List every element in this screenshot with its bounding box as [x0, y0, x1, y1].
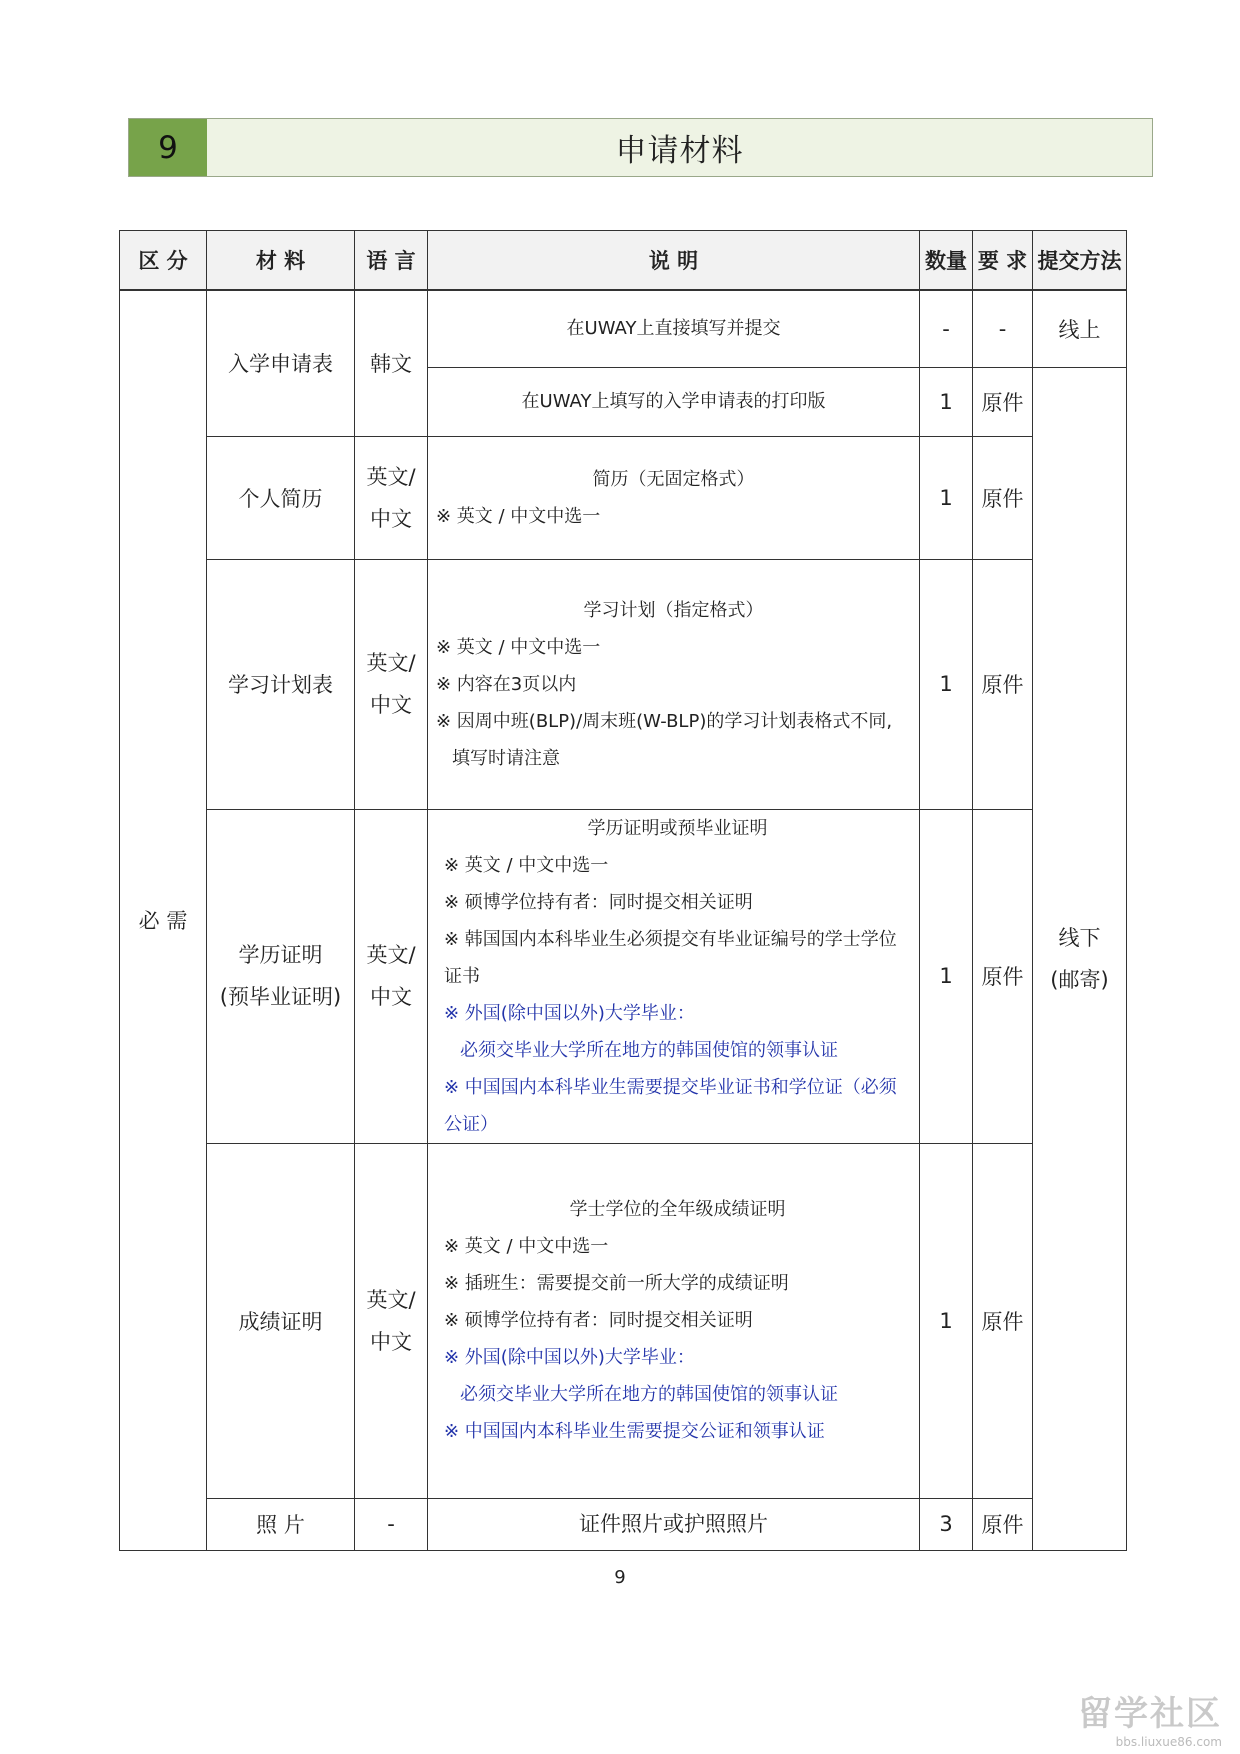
- description-content: [428, 1191, 919, 1450]
- description-title: 学历证明或预毕业证明: [587, 817, 768, 839]
- description-cell: [428, 1498, 920, 1550]
- description-title: 在UWAY上填写的入学申请表的打印版: [521, 391, 826, 412]
- submission-offline-cell: [1033, 367, 1127, 1550]
- description-note: ※ 因周中班(BLP)/周末班(W-BLP)的学习计划表格式不同,: [436, 710, 893, 732]
- language-cell: [355, 559, 428, 809]
- description-note-highlight: 必须交毕业大学所在地方的韩国使馆的领事认证: [460, 1039, 838, 1061]
- description-cell: [428, 1143, 920, 1498]
- requirement-cell: 原件: [973, 809, 1033, 1143]
- header-language: 语 言: [355, 231, 428, 291]
- description-note: 填写时请注意: [452, 747, 560, 769]
- watermark-url: bbs.liuxue86.com: [1115, 1735, 1222, 1749]
- table-row: [120, 436, 1127, 559]
- description-note: ※ 英文 / 中文中选一: [444, 1236, 609, 1257]
- table-row: [120, 809, 1127, 1143]
- language-line: 英文/: [366, 943, 416, 967]
- submission-offline-line1: 线下: [1058, 925, 1101, 950]
- requirement-cell: 原件: [973, 436, 1033, 559]
- language-cell: [355, 809, 428, 1143]
- submission-online-cell: 线上: [1033, 290, 1127, 367]
- requirement-cell: 原件: [973, 367, 1033, 436]
- description-note: ※ 英文 / 中文中选一: [436, 505, 601, 527]
- table-row: [120, 1143, 1127, 1498]
- category-cell: 必 需: [120, 290, 207, 1550]
- description-note-highlight: 必须交毕业大学所在地方的韩国使馆的领事认证: [460, 1384, 838, 1405]
- description-note: ※ 插班生：需要提交前一所大学的成绩证明: [444, 1273, 789, 1294]
- material-cell: [207, 809, 355, 1143]
- description-title: 在UWAY上直接填写并提交: [566, 318, 781, 340]
- description-note: ※ 内容在3页以内: [436, 673, 577, 695]
- description-note: ※ 韩国国内本科毕业生必须提交有毕业证编号的学士学位证书: [444, 928, 897, 987]
- description-title: 学士学位的全年级成绩证明: [569, 1199, 786, 1220]
- description-content: [428, 810, 919, 1143]
- description-note: ※ 硕博学位持有者：同时提交相关证明: [444, 1310, 753, 1331]
- header-submission: 提交方法: [1033, 231, 1127, 291]
- description-content: [428, 461, 919, 535]
- description-content: [428, 592, 919, 777]
- section-title: 申请材料: [615, 133, 744, 169]
- requirement-cell: -: [973, 290, 1033, 367]
- material-cell: 入学申请表: [207, 290, 355, 436]
- header-category: 区 分: [120, 231, 207, 291]
- language-cell: -: [355, 1498, 428, 1550]
- header-quantity: 数量: [920, 231, 973, 291]
- material-line: (预毕业证明): [219, 985, 342, 1009]
- quantity-cell: 1: [920, 809, 973, 1143]
- description-note-highlight: ※ 外国(除中国以外)大学毕业：: [444, 1347, 695, 1368]
- table-row: [120, 1498, 1127, 1550]
- language-line: 中文: [370, 1329, 412, 1354]
- quantity-cell: 1: [920, 1143, 973, 1498]
- quantity-cell: 1: [920, 436, 973, 559]
- description-note-highlight: ※ 中国国内本科毕业生需要提交公证和领事认证: [444, 1421, 825, 1442]
- material-cell: 学习计划表: [207, 559, 355, 809]
- material-cell: 个人简历: [207, 436, 355, 559]
- requirement-cell: 原件: [973, 559, 1033, 809]
- table-row: [120, 559, 1127, 809]
- requirement-cell: 原件: [973, 1498, 1033, 1550]
- language-cell: 韩文: [355, 290, 428, 436]
- material-cell: 成绩证明: [207, 1143, 355, 1498]
- description-cell: [428, 290, 920, 367]
- section-header: [128, 118, 1153, 177]
- description-note-highlight: ※ 中国国内本科毕业生需要提交毕业证书和学位证（必须公证）: [444, 1076, 897, 1135]
- language-line: 中文: [370, 985, 412, 1009]
- requirement-cell: 原件: [973, 1143, 1033, 1498]
- language-line: 英文/: [366, 1287, 416, 1312]
- description-title: 简历（无固定格式）: [592, 468, 755, 490]
- language-line: 中文: [370, 506, 412, 531]
- language-cell: [355, 1143, 428, 1498]
- description-cell: [428, 559, 920, 809]
- material-cell: 照 片: [207, 1498, 355, 1550]
- language-line: 英文/: [366, 651, 416, 675]
- description-cell: [428, 367, 920, 436]
- description-cell: [428, 436, 920, 559]
- description-cell: [428, 809, 920, 1143]
- watermark-text: 留学社区: [1078, 1694, 1222, 1734]
- description-note: ※ 硕博学位持有者：同时提交相关证明: [444, 891, 753, 913]
- material-line: 学历证明: [238, 943, 323, 967]
- header-material: 材 料: [207, 231, 355, 291]
- quantity-cell: -: [920, 290, 973, 367]
- watermark-logo: [1052, 1686, 1222, 1749]
- description-note-highlight: ※ 外国(除中国以外)大学毕业：: [444, 1002, 695, 1024]
- section-number: 9: [129, 119, 207, 176]
- description-note: ※ 英文 / 中文中选一: [436, 636, 601, 658]
- submission-offline-line2: (邮寄): [1050, 967, 1109, 992]
- table-row: [120, 290, 1127, 367]
- quantity-cell: 1: [920, 559, 973, 809]
- description-title: 证件照片或护照照片: [579, 1511, 768, 1536]
- language-line: 中文: [370, 693, 412, 717]
- quantity-cell: 1: [920, 367, 973, 436]
- description-title: 学习计划（指定格式）: [583, 599, 764, 621]
- page-number: 9: [614, 1567, 626, 1588]
- language-cell: [355, 436, 428, 559]
- language-line: 英文/: [366, 464, 416, 489]
- quantity-cell: 3: [920, 1498, 973, 1550]
- header-description: 说 明: [428, 231, 920, 291]
- table-header-row: [120, 231, 1127, 291]
- description-note: ※ 英文 / 中文中选一: [444, 854, 609, 876]
- materials-table: [119, 230, 1127, 1551]
- header-requirement: 要 求: [973, 231, 1033, 291]
